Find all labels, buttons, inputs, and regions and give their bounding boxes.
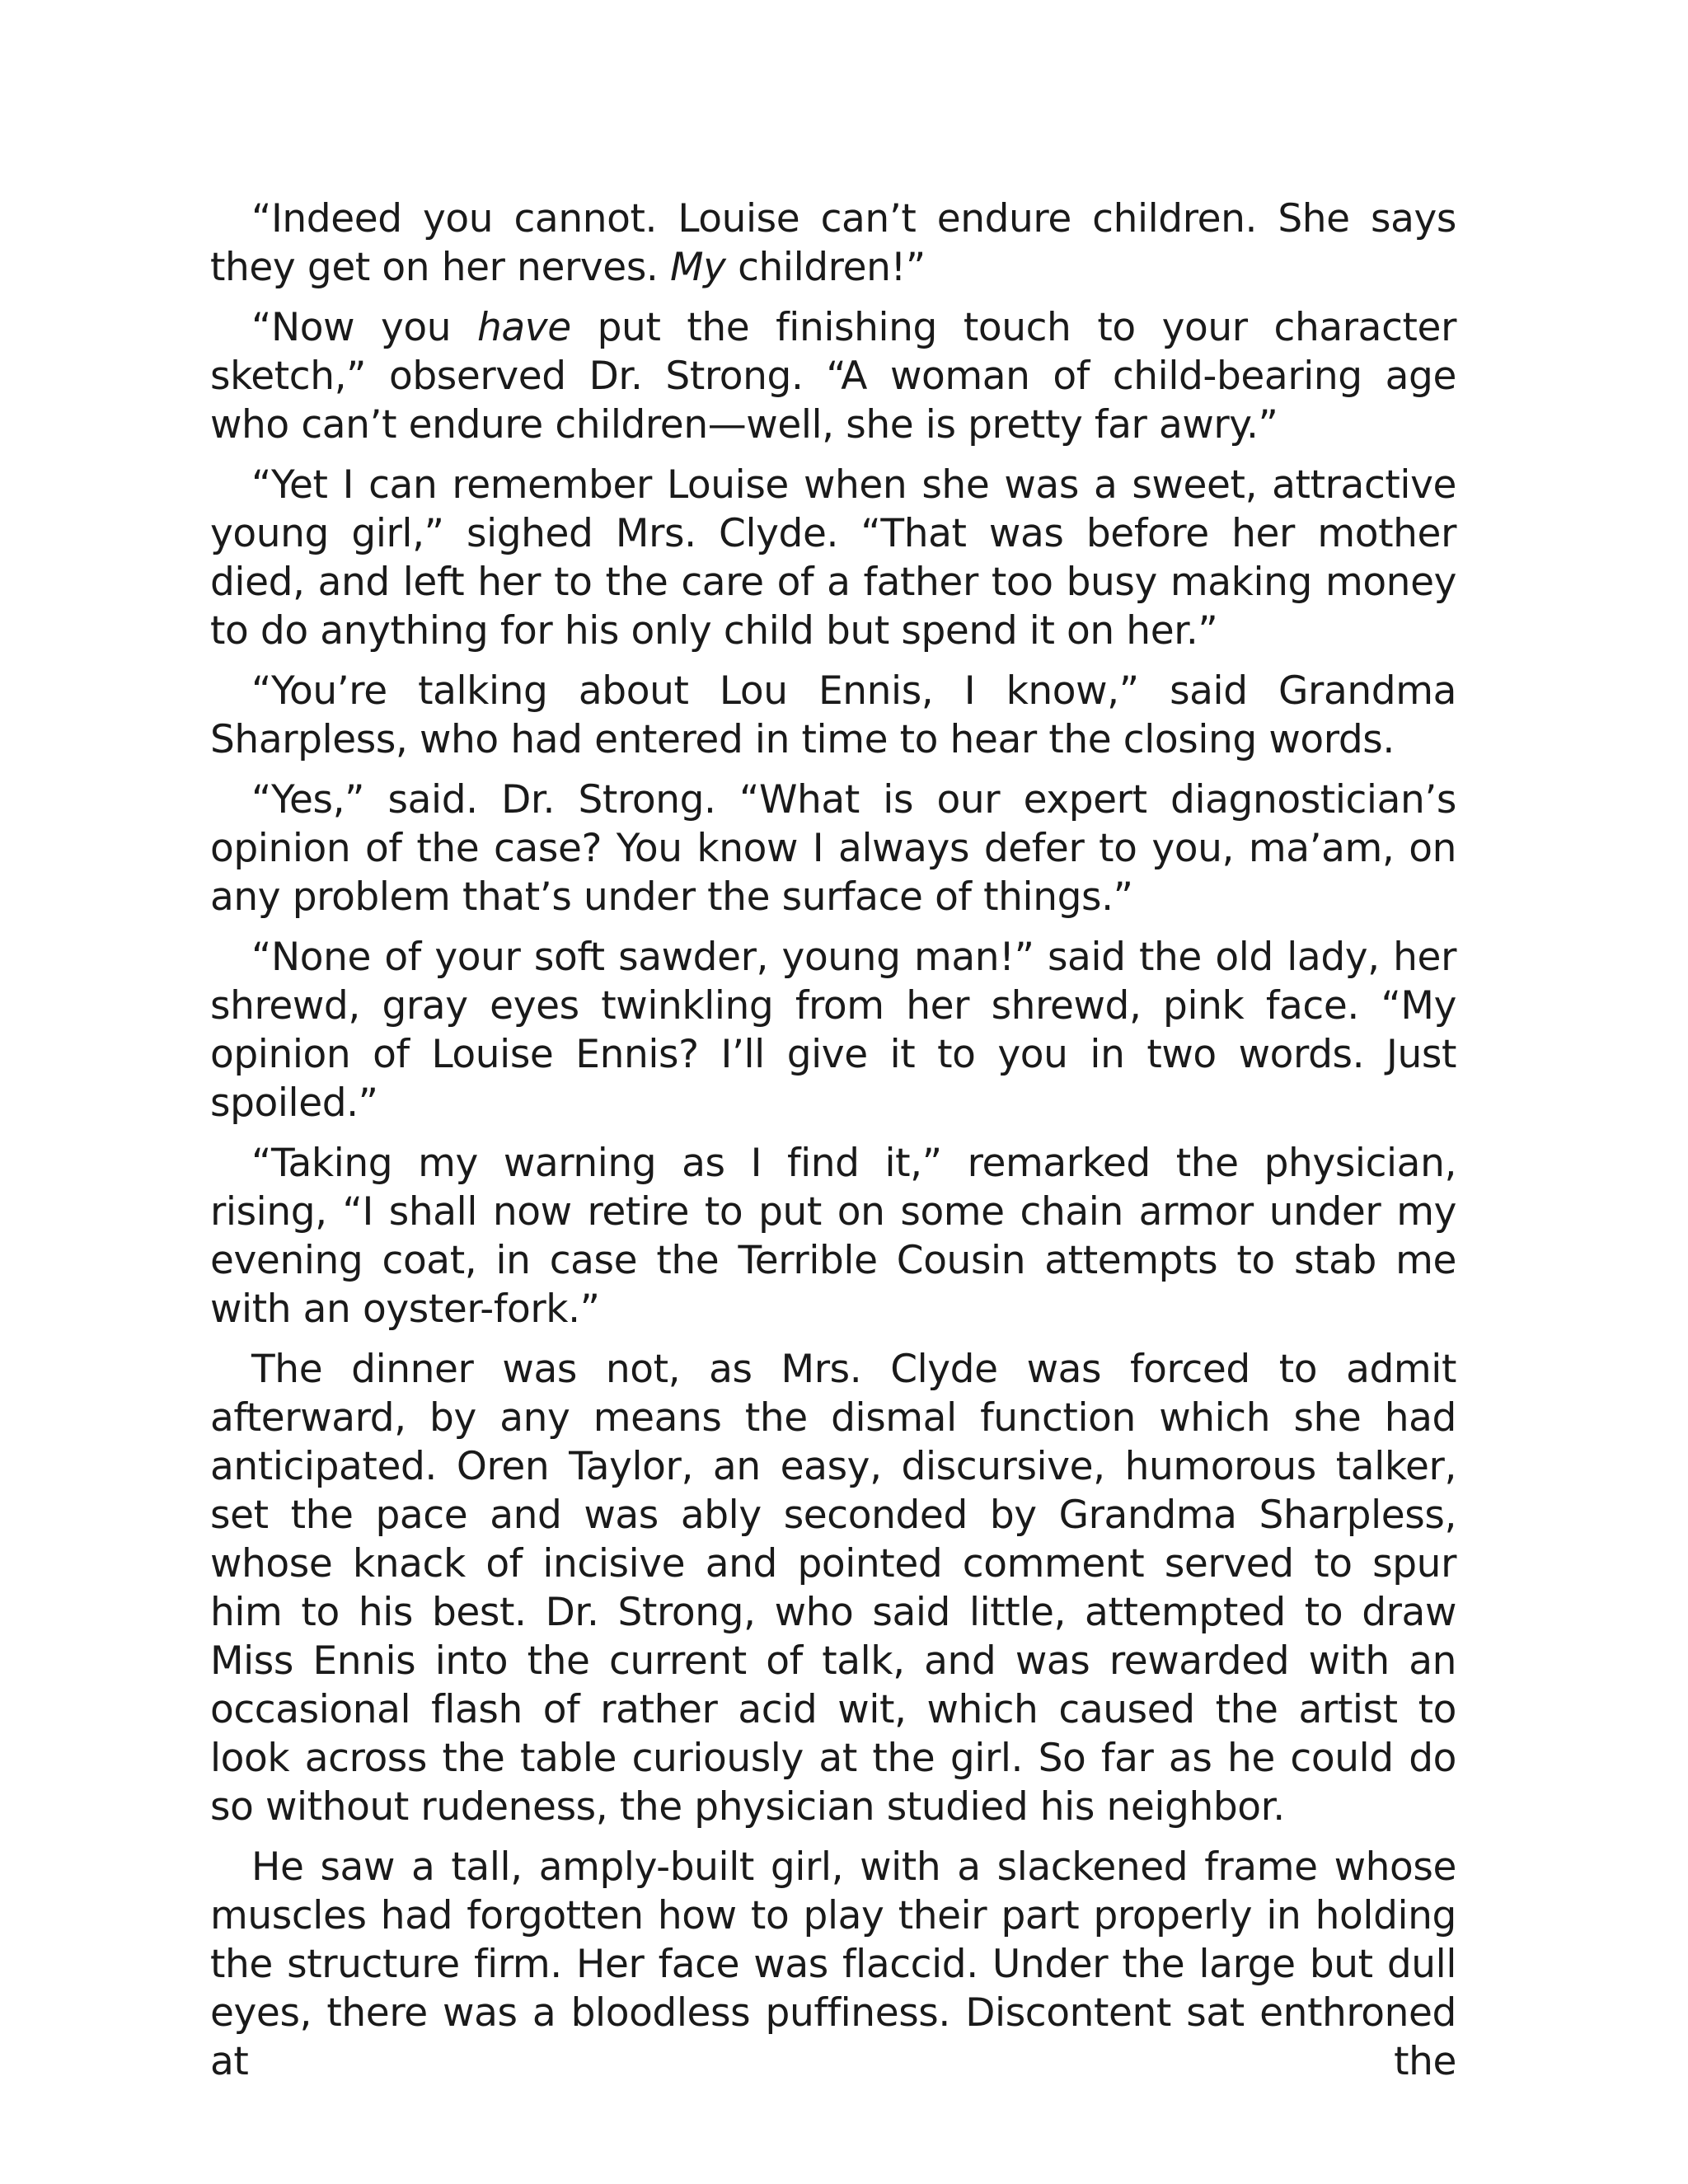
text-segment: “None of your soft sawder, young man!” said the old lady, her shrewd, gray eyes twinkling from her shrewd, pink face. “My opinion of Louise Ennis? I’ll give it to you in two words. Just spoiled.” xyxy=(210,935,1456,1126)
text-segment: “Taking my warning as I find it,” remarked the physician, rising, “I shall now retire to put on some chain armor under my evening coat, in case the Terrible Cousin attempts to stab me with an oyster-fork.” xyxy=(210,1141,1456,1332)
paragraph-8 xyxy=(210,1345,1456,1831)
text-segment: He saw a tall, amply-built girl, with a slackened frame whose muscles had forgotten how to play their part properly in holding the structure firm. Her face was flaccid. Under the large but dull eyes, there was a bloodless puffiness. Discontent sat enthroned at the xyxy=(210,1844,1456,2084)
paragraph-2 xyxy=(210,303,1456,449)
text-segment: children!” xyxy=(725,245,926,290)
text-segment: put the finishing touch to your character sketch,” observed Dr. Strong. “A woman of child-bearing age who can’t endure children—well, she is pretty far awry.” xyxy=(210,305,1456,448)
paragraph-7 xyxy=(210,1139,1456,1333)
paragraph-9 xyxy=(210,1843,1456,2086)
text-segment: “Yes,” said. Dr. Strong. “What is our expert diagnostician’s opinion of the case? You know I always defer to you, ma’am, on any problem that’s under the surface of things.” xyxy=(210,777,1456,920)
text-segment: “Now you xyxy=(251,305,478,350)
body-text xyxy=(210,194,1456,2097)
text-segment: “You’re talking about Lou Ennis, I know,” said Grandma Sharpless, who had entered in time to hear the closing words. xyxy=(210,668,1456,762)
paragraph-3 xyxy=(210,461,1456,655)
paragraph-4 xyxy=(210,667,1456,764)
italic-text-segment: My xyxy=(669,245,726,290)
text-segment: “Indeed you cannot. Louise can’t endure children. She says they get on her nerves. xyxy=(210,196,1456,290)
italic-text-segment: have xyxy=(477,305,571,350)
paragraph-6 xyxy=(210,933,1456,1127)
paragraph-5 xyxy=(210,776,1456,921)
paragraph-1 xyxy=(210,194,1456,292)
text-segment: The dinner was not, as Mrs. Clyde was forced to admit afterward, by any means the dismal function which she had anticipated. Oren Taylor, an easy, discursive, humorous talker, set the pace and was ably seconded by Grandma Sharpless, whose knack of incisive and pointed comment served to spur him to his best. Dr. Strong, who said little, attempted to draw Miss Ennis into the current of talk, and was rewarded with an occasional flash of rather acid wit, which caused the artist to look across the table curiously at the girl. So far as he could do so without rudeness, the physician studied his neighbor. xyxy=(210,1347,1456,1830)
text-segment: “Yet I can remember Louise when she was a sweet, attractive young girl,” sighed Mrs. Clyde. “That was before her mother died, and left her to the care of a father too busy making money to do anything for his only child but spend it on her.” xyxy=(210,462,1456,654)
